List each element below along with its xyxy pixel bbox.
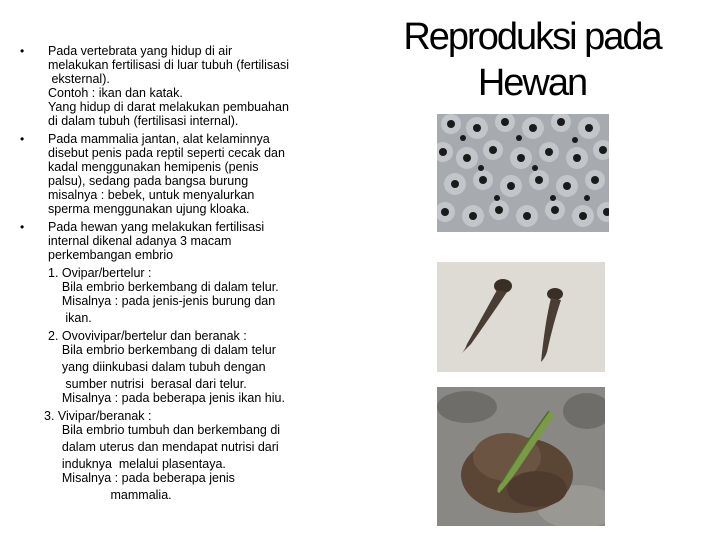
bullet-2-line: misalnya : bebek, untuk menyalurkan (48, 188, 255, 202)
list-item: Bila embrio tumbuh dan berkembang di (48, 423, 281, 437)
bullet-1-line: eksternal). (48, 72, 110, 86)
bullet-2-line: Pada mammalia jantan, alat kelaminnya (48, 132, 270, 146)
tadpoles-photo (437, 262, 605, 372)
list-item: mammalia. (48, 488, 172, 502)
bullet-3-line: internal dikenal adanya 3 macam (48, 234, 232, 248)
bullet-1-line: Yang hidup di darat melakukan pembuahan (48, 100, 289, 114)
title-line-2: Hewan (477, 62, 587, 104)
embryo-development-list (20, 266, 340, 502)
frog-photo (437, 387, 605, 526)
bullet-1-line: Contoh : ikan dan katak. (48, 86, 183, 100)
bullet-1 (20, 44, 340, 128)
list-item: induknya melalui plasentaya. (48, 457, 226, 471)
bullet-1-line: di dalam tubuh (fertilisasi internal). (48, 114, 239, 128)
tadpoles-image (437, 262, 605, 372)
list-item: dalam uterus dan mendapat nutrisi dari (48, 440, 279, 454)
frog-image (437, 387, 605, 526)
list-item: Misalnya : pada beberapa jenis (48, 471, 235, 485)
list-item: 2. Ovovivipar/bertelur dan beranak : (48, 329, 247, 343)
bullet-1-line: Pada vertebrata yang hidup di air (48, 44, 233, 58)
bullet-2-line: kadal menggunakan hemipenis (penis (48, 160, 259, 174)
list-item: Bila embrio berkembang di dalam telur. (48, 280, 279, 294)
bullet-3-line: perkembangan embrio (48, 248, 174, 262)
list-item: Misalnya : pada beberapa jenis ikan hiu. (48, 391, 285, 405)
frog-eggs-photo (437, 114, 609, 232)
bullet-dot: • (20, 220, 25, 234)
list-item: ikan. (48, 311, 92, 325)
bullet-2-line: sperma menggunakan ujung kloaka. (48, 202, 250, 216)
bullet-1-line: melakukan fertilisasi di luar tubuh (fertilisasi (48, 58, 290, 72)
title-line-1: Reproduksi pada (403, 16, 661, 58)
list-item: Misalnya : pada jenis-jenis burung dan (48, 294, 276, 308)
slide-body (20, 44, 340, 502)
slide-title (352, 14, 712, 106)
bullet-3 (20, 220, 340, 262)
bullet-2 (20, 132, 340, 216)
list-item: Bila embrio berkembang di dalam telur (48, 343, 276, 357)
list-item: sumber nutrisi berasal dari telur. (48, 377, 247, 391)
list-item: 1. Ovipar/bertelur : (48, 266, 152, 280)
bullet-3-line: Pada hewan yang melakukan fertilisasi (48, 220, 265, 234)
list-item: yang diinkubasi dalam tubuh dengan (48, 360, 266, 374)
bullet-dot: • (20, 132, 25, 146)
frog-eggs-image (437, 114, 609, 232)
bullet-dot: • (20, 44, 25, 58)
bullet-2-line: palsu), sedang pada bangsa burung (48, 174, 249, 188)
bullet-2-line: disebut penis pada reptil seperti cecak dan (48, 146, 285, 160)
list-item: 3. Vivipar/beranak : (44, 409, 152, 423)
